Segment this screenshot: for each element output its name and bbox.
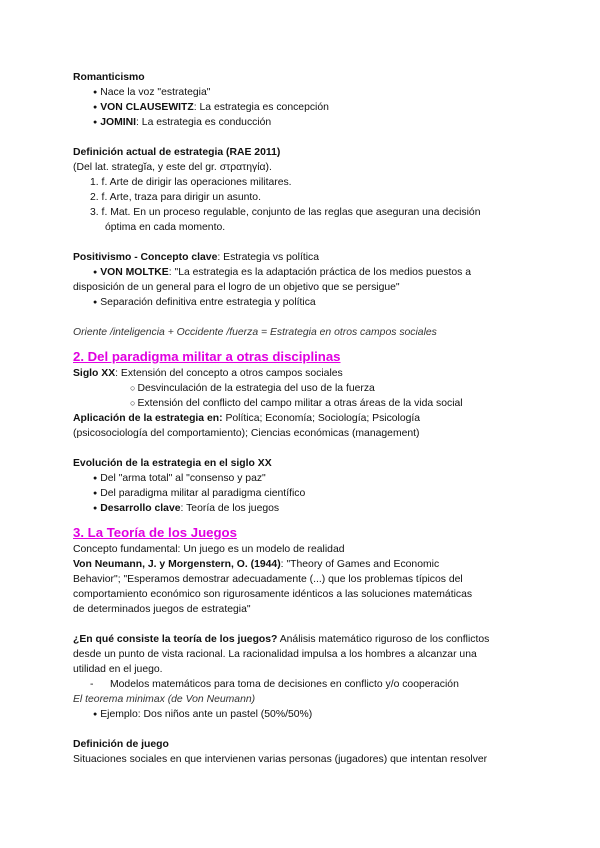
list-item: ● JOMINI: La estrategia es conducción [73, 115, 540, 130]
list-item: ● Desarrollo clave: Teoría de los juegos [73, 501, 540, 516]
list-item: ○ Desvinculación de la estrategia del uso de la fuerza [73, 381, 540, 396]
aplicacion-continuation: (psicosociología del comportamiento); Ciencias económicas (management) [73, 428, 420, 439]
list-item: ● Ejemplo: Dos niños ante un pastel (50%/50%) [73, 707, 540, 722]
definicion-rae-heading: Definición actual de estrategia (RAE 2011) [73, 147, 281, 158]
definicion-origin: (Del lat. strategĭa, y este del gr. στρατηγία). [73, 162, 272, 173]
siglo-xx-line: Siglo XX: Extensión del concepto a otros campos sociales [73, 368, 343, 379]
list-item: ● Nace la voz "estrategia" [73, 85, 540, 100]
list-item: ● Del paradigma militar al paradigma científico [73, 486, 540, 501]
positivismo-heading: Positivismo - Concepto clave: Estrategia vs política [73, 252, 320, 263]
list-item: - Modelos matemáticos para toma de decisiones en conflicto y/o cooperación [90, 679, 459, 690]
list-item: 2. f. Arte, traza para dirigir un asunto. [90, 192, 261, 203]
aplicacion-line: Aplicación de la estrategia en: Política; Economía; Sociología; Psicología [73, 413, 421, 424]
teoria-question-continuation: desde un punto de vista racional. La racionalidad impulsa a los hombres a alcanzar una [73, 649, 477, 660]
von-neumann-continuation: comportamiento económico son rigurosamente idénticos a las soluciones matemáticas [73, 589, 473, 600]
dash-marker: - [90, 679, 94, 690]
von-neumann-line: Von Neumann, J. y Morgenstern, O. (1944): "Theory of Games and Economic [73, 559, 440, 570]
list-item: 3. f. Mat. En un proceso regulable, conjunto de las reglas que aseguran una decisión [90, 207, 481, 218]
list-item: ○ Extensión del conflicto del campo militar a otras áreas de la vida social [73, 396, 540, 411]
romanticismo-heading: Romanticismo [73, 72, 145, 83]
section-2-title: 2. Del paradigma militar a otras disciplinas [73, 349, 341, 364]
list-item: ● Del "arma total" al "consenso y paz" [73, 471, 540, 486]
list-item-continuation: óptima en cada momento. [105, 222, 226, 233]
list-item: ● VON CLAUSEWITZ: La estrategia es concepción [73, 100, 540, 115]
list-item: ● VON MOLTKE: "La estrategia es la adaptación práctica de los medios puestos a [73, 265, 540, 280]
list-item: ● Separación definitiva entre estrategia y política [73, 295, 540, 310]
section-3-title: 3. La Teoría de los Juegos [73, 525, 237, 540]
teoria-question-line: ¿En qué consiste la teoría de los juegos? Análisis matemático riguroso de los conflictos [73, 634, 490, 645]
von-neumann-continuation: de determinados juegos de estrategia" [73, 604, 251, 615]
list-item-continuation: disposición de un general para el logro de un objetivo que se persigue" [73, 282, 400, 293]
oriente-occidente-line: Oriente /inteligencia + Occidente /fuerza = Estrategia en otros campos sociales [73, 327, 437, 338]
list-item: 1. f. Arte de dirigir las operaciones militares. [90, 177, 292, 188]
definicion-juego-heading: Definición de juego [73, 739, 169, 750]
concepto-line: Concepto fundamental: Un juego es un modelo de realidad [73, 544, 345, 555]
definicion-juego-text: Situaciones sociales en que intervienen varias personas (jugadores) que intentan resolver [73, 754, 488, 765]
von-neumann-continuation: Behavior"; "Esperamos demostrar adecuadamente (...) que los problemas típicos del [73, 574, 463, 585]
teoria-question-continuation: utilidad en el juego. [73, 664, 163, 675]
evolucion-heading: Evolución de la estrategia en el siglo XX [73, 458, 272, 469]
minimax-line: El teorema minimax (de Von Neumann) [73, 694, 256, 705]
